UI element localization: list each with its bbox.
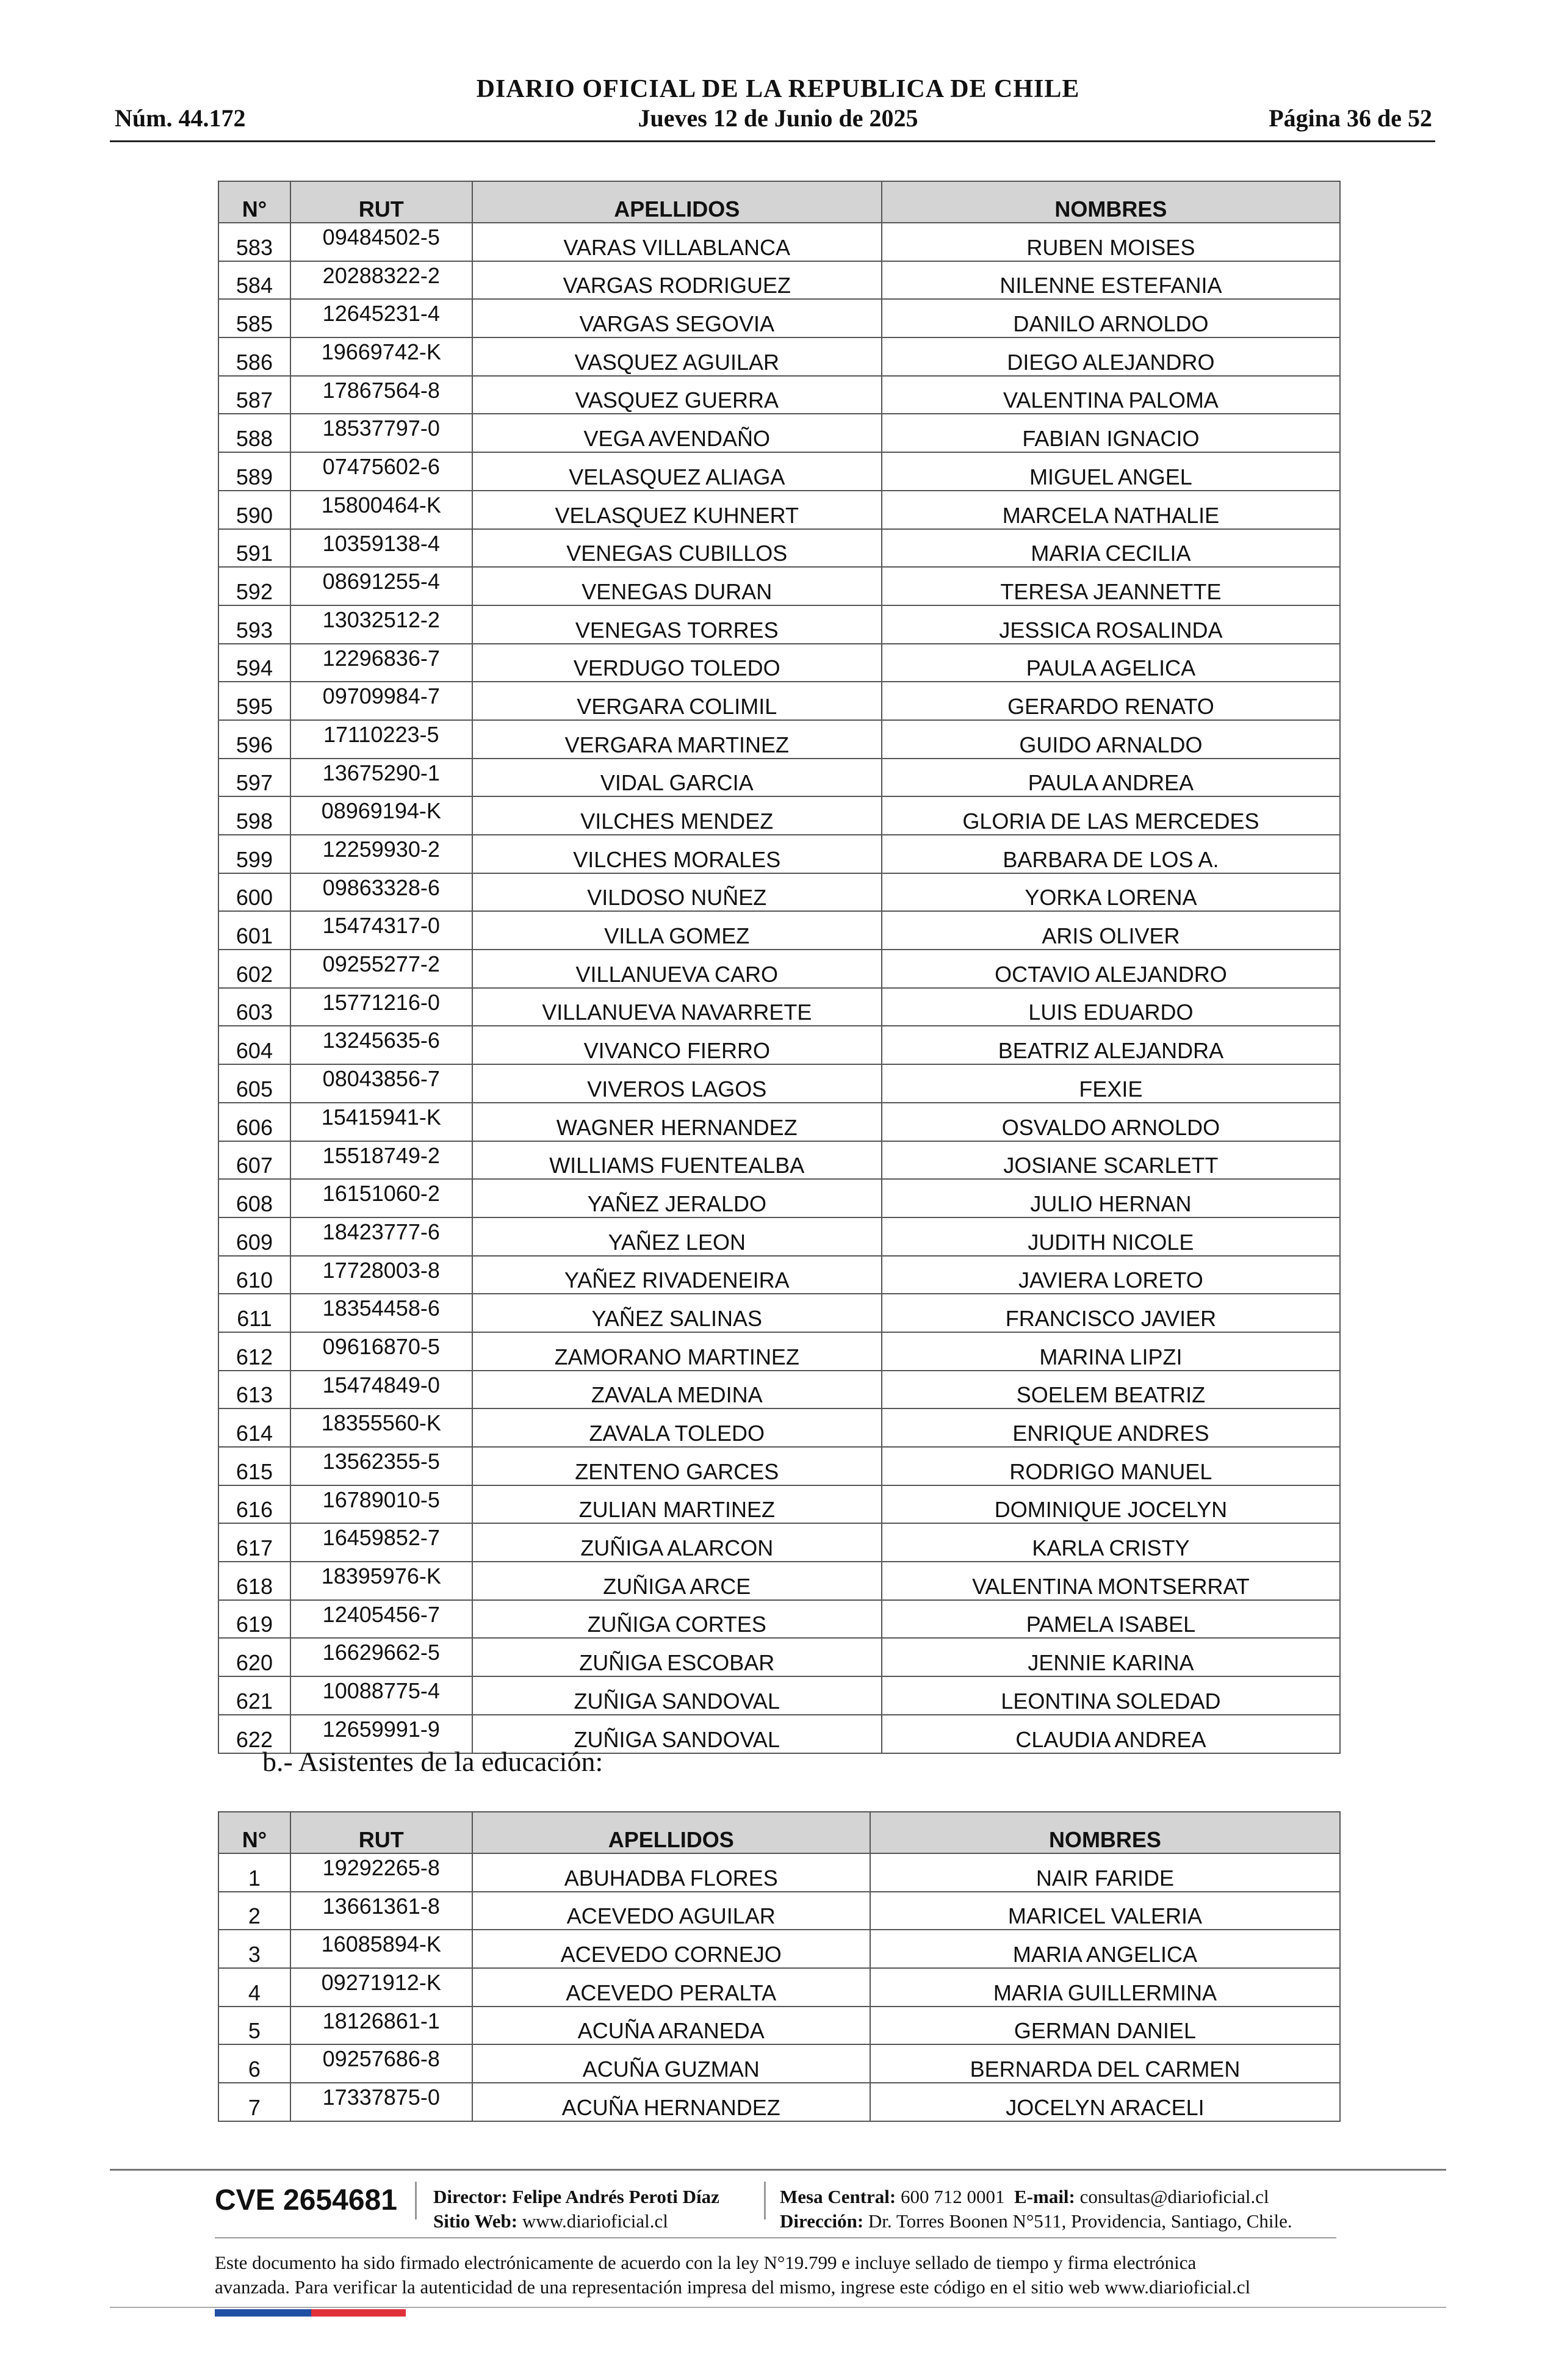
rut-cell: 12259930-2 bbox=[290, 835, 472, 873]
row-number: 599 bbox=[218, 835, 290, 873]
table-row bbox=[218, 605, 1340, 644]
table-row bbox=[218, 759, 1340, 797]
table-row bbox=[218, 644, 1340, 682]
rut-cell: 09616870-5 bbox=[290, 1332, 472, 1371]
footer-contact-block bbox=[780, 2185, 1292, 2234]
rut-cell: 12659991-9 bbox=[290, 1715, 472, 1753]
nombres-cell: GLORIA DE LAS MERCEDES bbox=[882, 796, 1340, 835]
nombres-cell: FEXIE bbox=[882, 1064, 1340, 1103]
table-row bbox=[218, 682, 1340, 720]
rut-cell: 13675290-1 bbox=[290, 759, 472, 797]
rut-cell: 17728003-8 bbox=[290, 1256, 472, 1294]
apellidos-cell: VERGARA COLIMIL bbox=[472, 682, 882, 720]
table-row bbox=[218, 1371, 1340, 1409]
issue-number: Núm. 44.172 bbox=[115, 104, 246, 132]
nombres-cell: KARLA CRISTY bbox=[882, 1523, 1340, 1562]
table-row bbox=[218, 337, 1340, 376]
nombres-cell: PAULA AGELICA bbox=[882, 644, 1340, 682]
address-value: Dr. Torres Boonen N°511, Providencia, Santiago, Chile. bbox=[868, 2210, 1292, 2232]
apellidos-cell: ACEVEDO CORNEJO bbox=[472, 1930, 870, 1968]
row-number: 619 bbox=[218, 1600, 290, 1639]
teachers-table bbox=[218, 181, 1341, 1754]
rut-cell: 13661361-8 bbox=[290, 1892, 472, 1930]
email-link[interactable]: consultas@diarioficial.cl bbox=[1079, 2186, 1269, 2207]
rut-cell: 09484502-5 bbox=[290, 223, 472, 261]
row-number: 610 bbox=[218, 1256, 290, 1294]
rut-cell: 17110223-5 bbox=[290, 720, 472, 759]
row-number: 605 bbox=[218, 1064, 290, 1103]
row-number: 587 bbox=[218, 376, 290, 414]
table-row bbox=[218, 261, 1340, 300]
table-row bbox=[218, 1676, 1340, 1715]
nombres-cell: TERESA JEANNETTE bbox=[882, 567, 1340, 605]
row-number: 622 bbox=[218, 1715, 290, 1753]
rut-cell: 19292265-8 bbox=[290, 1853, 472, 1892]
table-row bbox=[218, 1523, 1340, 1562]
apellidos-cell: YAÑEZ SALINAS bbox=[472, 1294, 882, 1332]
apellidos-cell: VARAS VILLABLANCA bbox=[472, 223, 882, 261]
apellidos-cell: YAÑEZ LEON bbox=[472, 1217, 882, 1256]
email-label: E-mail: bbox=[1014, 2186, 1075, 2207]
rut-cell: 09863328-6 bbox=[290, 873, 472, 912]
nombres-cell: ARIS OLIVER bbox=[882, 911, 1340, 950]
assistants-table bbox=[218, 1811, 1341, 2122]
apellidos-cell: VARGAS SEGOVIA bbox=[472, 299, 882, 337]
apellidos-cell: ACUÑA GUZMAN bbox=[472, 2044, 870, 2083]
nombres-cell: JULIO HERNAN bbox=[882, 1179, 1340, 1217]
col-header-nombres: NOMBRES bbox=[882, 181, 1340, 223]
row-number: 583 bbox=[218, 223, 290, 261]
rut-cell: 15800464-K bbox=[290, 491, 472, 529]
table-row bbox=[218, 911, 1340, 950]
nombres-cell: SOELEM BEATRIZ bbox=[882, 1371, 1340, 1409]
apellidos-cell: ACEVEDO AGUILAR bbox=[472, 1892, 870, 1930]
apellidos-cell: ZUÑIGA ARCE bbox=[472, 1562, 882, 1600]
nombres-cell: VALENTINA PALOMA bbox=[882, 376, 1340, 414]
issue-date: Jueves 12 de Junio de 2025 bbox=[638, 104, 918, 132]
rut-cell: 15518749-2 bbox=[290, 1141, 472, 1180]
table-row bbox=[218, 1064, 1340, 1103]
rut-cell: 13562355-5 bbox=[290, 1447, 472, 1485]
table-row bbox=[218, 529, 1340, 568]
table-row bbox=[218, 223, 1340, 261]
row-number: 592 bbox=[218, 567, 290, 605]
nombres-cell: OSVALDO ARNOLDO bbox=[882, 1103, 1340, 1141]
rut-cell: 18355560-K bbox=[290, 1408, 472, 1447]
nombres-cell: JESSICA ROSALINDA bbox=[882, 605, 1340, 644]
table-row bbox=[218, 299, 1340, 337]
director-name: Felipe Andrés Peroti Díaz bbox=[512, 2186, 719, 2207]
rut-cell: 15771216-0 bbox=[290, 988, 472, 1026]
rut-cell: 08043856-7 bbox=[290, 1064, 472, 1103]
apellidos-cell: VELASQUEZ KUHNERT bbox=[472, 491, 882, 529]
col-header-nombres: NOMBRES bbox=[870, 1812, 1340, 1853]
table-row bbox=[218, 567, 1340, 605]
footer-separator bbox=[415, 2182, 417, 2220]
row-number: 598 bbox=[218, 796, 290, 835]
col-header-rut: RUT bbox=[290, 1812, 472, 1853]
apellidos-cell: VILDOSO NUÑEZ bbox=[472, 873, 882, 912]
table-header-row bbox=[218, 1812, 1340, 1853]
rut-cell: 09257686-8 bbox=[290, 2044, 472, 2083]
table-row bbox=[218, 1485, 1340, 1524]
rut-cell: 20288322-2 bbox=[290, 261, 472, 300]
website-label: Sitio Web: bbox=[433, 2210, 518, 2232]
row-number: 590 bbox=[218, 491, 290, 529]
apellidos-cell: ZULIAN MARTINEZ bbox=[472, 1485, 882, 1524]
row-number: 620 bbox=[218, 1638, 290, 1676]
nombres-cell: MARIA GUILLERMINA bbox=[870, 1968, 1340, 2007]
nombres-cell: RUBEN MOISES bbox=[882, 223, 1340, 261]
row-number: 3 bbox=[218, 1930, 290, 1968]
row-number: 584 bbox=[218, 261, 290, 300]
mesa-label: Mesa Central: bbox=[780, 2186, 896, 2207]
rut-cell: 17337875-0 bbox=[290, 2083, 472, 2121]
apellidos-cell: VILLANUEVA CARO bbox=[472, 950, 882, 988]
nombres-cell: PAULA ANDREA bbox=[882, 759, 1340, 797]
row-number: 618 bbox=[218, 1562, 290, 1600]
apellidos-cell: YAÑEZ RIVADENEIRA bbox=[472, 1256, 882, 1294]
nombres-cell: GUIDO ARNALDO bbox=[882, 720, 1340, 759]
nombres-cell: JOSIANE SCARLETT bbox=[882, 1141, 1340, 1180]
row-number: 609 bbox=[218, 1217, 290, 1256]
row-number: 586 bbox=[218, 337, 290, 376]
address-label: Dirección: bbox=[780, 2210, 864, 2232]
apellidos-cell: VILLANUEVA NAVARRETE bbox=[472, 988, 882, 1026]
apellidos-cell: VEGA AVENDAÑO bbox=[472, 414, 882, 452]
nombres-cell: DANILO ARNOLDO bbox=[882, 299, 1340, 337]
nombres-cell: NILENNE ESTEFANIA bbox=[882, 261, 1340, 300]
table-row bbox=[218, 1638, 1340, 1676]
row-number: 4 bbox=[218, 1968, 290, 2007]
apellidos-cell: ACUÑA ARANEDA bbox=[472, 2007, 870, 2045]
table-row bbox=[218, 950, 1340, 988]
footer-divider-2 bbox=[215, 2237, 1336, 2238]
apellidos-cell: YAÑEZ JERALDO bbox=[472, 1179, 882, 1217]
table-row bbox=[218, 1447, 1340, 1485]
nombres-cell: DOMINIQUE JOCELYN bbox=[882, 1485, 1340, 1524]
website-link[interactable]: www.diarioficial.cl bbox=[522, 2210, 668, 2232]
row-number: 2 bbox=[218, 1892, 290, 1930]
apellidos-cell: ACUÑA HERNANDEZ bbox=[472, 2083, 870, 2121]
legal-notice bbox=[215, 2251, 1374, 2299]
nombres-cell: ENRIQUE ANDRES bbox=[882, 1408, 1340, 1447]
nombres-cell: GERARDO RENATO bbox=[882, 682, 1340, 720]
nombres-cell: YORKA LORENA bbox=[882, 873, 1340, 912]
rut-cell: 13245635-6 bbox=[290, 1026, 472, 1064]
apellidos-cell: ZUÑIGA CORTES bbox=[472, 1600, 882, 1639]
rut-cell: 16789010-5 bbox=[290, 1485, 472, 1524]
nombres-cell: BEATRIZ ALEJANDRA bbox=[882, 1026, 1340, 1064]
nombres-cell: MARICEL VALERIA bbox=[870, 1892, 1340, 1930]
apellidos-cell: VIVEROS LAGOS bbox=[472, 1064, 882, 1103]
apellidos-cell: ZENTENO GARCES bbox=[472, 1447, 882, 1485]
table-row bbox=[218, 1179, 1340, 1217]
row-number: 588 bbox=[218, 414, 290, 452]
rut-cell: 16151060-2 bbox=[290, 1179, 472, 1217]
row-number: 5 bbox=[218, 2007, 290, 2045]
col-header-number: N° bbox=[218, 1812, 290, 1853]
apellidos-cell: ZAMORANO MARTINEZ bbox=[472, 1332, 882, 1371]
footer-director-block bbox=[433, 2185, 719, 2234]
flag-stripe-red bbox=[311, 2309, 406, 2317]
col-header-apellidos: APELLIDOS bbox=[472, 1812, 870, 1853]
table-row bbox=[218, 1892, 1340, 1930]
table-row bbox=[218, 414, 1340, 452]
apellidos-cell: VERDUGO TOLEDO bbox=[472, 644, 882, 682]
apellidos-cell: VILCHES MENDEZ bbox=[472, 796, 882, 835]
nombres-cell: GERMAN DANIEL bbox=[870, 2007, 1340, 2045]
row-number: 616 bbox=[218, 1485, 290, 1524]
nombres-cell: OCTAVIO ALEJANDRO bbox=[882, 950, 1340, 988]
nombres-cell: MARIA CECILIA bbox=[882, 529, 1340, 568]
table-row bbox=[218, 2044, 1340, 2083]
table-row bbox=[218, 1026, 1340, 1064]
section-heading: b.- Asistentes de la educación: bbox=[262, 1746, 603, 1777]
apellidos-cell: VILLA GOMEZ bbox=[472, 911, 882, 950]
rut-cell: 17867564-8 bbox=[290, 376, 472, 414]
row-number: 589 bbox=[218, 452, 290, 491]
apellidos-cell: VENEGAS CUBILLOS bbox=[472, 529, 882, 568]
legal-line: avanzada. Para verificar la autenticidad de una representación impresa del mismo, ingrese este código en el sitio web www.diarioficial.cl bbox=[215, 2276, 1251, 2298]
table-header-row bbox=[218, 181, 1340, 223]
table-row bbox=[218, 835, 1340, 873]
nombres-cell: NAIR FARIDE bbox=[870, 1853, 1340, 1892]
table-row bbox=[218, 1256, 1340, 1294]
row-number: 1 bbox=[218, 1853, 290, 1892]
row-number: 603 bbox=[218, 988, 290, 1026]
row-number: 608 bbox=[218, 1179, 290, 1217]
apellidos-cell: ZAVALA MEDINA bbox=[472, 1371, 882, 1409]
rut-cell: 16629662-5 bbox=[290, 1638, 472, 1676]
row-number: 585 bbox=[218, 299, 290, 337]
table-row bbox=[218, 1141, 1340, 1180]
table-row bbox=[218, 376, 1340, 414]
rut-cell: 09271912-K bbox=[290, 1968, 472, 2007]
footer-divider-3 bbox=[110, 2307, 1446, 2308]
publication-title: DIARIO OFICIAL DE LA REPUBLICA DE CHILE bbox=[476, 75, 1080, 103]
rut-cell: 18126861-1 bbox=[290, 2007, 472, 2045]
table-row bbox=[218, 1332, 1340, 1371]
table-row bbox=[218, 1103, 1340, 1141]
apellidos-cell: VIDAL GARCIA bbox=[472, 759, 882, 797]
apellidos-cell: ZUÑIGA SANDOVAL bbox=[472, 1715, 882, 1753]
apellidos-cell: ZAVALA TOLEDO bbox=[472, 1408, 882, 1447]
apellidos-cell: VARGAS RODRIGUEZ bbox=[472, 261, 882, 300]
row-number: 595 bbox=[218, 682, 290, 720]
rut-cell: 18395976-K bbox=[290, 1562, 472, 1600]
rut-cell: 18354458-6 bbox=[290, 1294, 472, 1332]
rut-cell: 10359138-4 bbox=[290, 529, 472, 568]
legal-line: Este documento ha sido firmado electrónicamente de acuerdo con la ley N°19.799 e incluye sellado de tiempo y firma electrónica bbox=[215, 2252, 1197, 2273]
row-number: 7 bbox=[218, 2083, 290, 2121]
rut-cell: 08969194-K bbox=[290, 796, 472, 835]
row-number: 612 bbox=[218, 1332, 290, 1371]
nombres-cell: VALENTINA MONTSERRAT bbox=[882, 1562, 1340, 1600]
nombres-cell: RODRIGO MANUEL bbox=[882, 1447, 1340, 1485]
row-number: 611 bbox=[218, 1294, 290, 1332]
table-row bbox=[218, 2007, 1340, 2045]
col-header-apellidos: APELLIDOS bbox=[472, 181, 882, 223]
apellidos-cell: ZUÑIGA ESCOBAR bbox=[472, 1638, 882, 1676]
table-row bbox=[218, 873, 1340, 912]
table-row bbox=[218, 1853, 1340, 1892]
flag-stripe-blue bbox=[215, 2309, 311, 2317]
row-number: 6 bbox=[218, 2044, 290, 2083]
nombres-cell: MARIA ANGELICA bbox=[870, 1930, 1340, 1968]
apellidos-cell: WAGNER HERNANDEZ bbox=[472, 1103, 882, 1141]
mesa-phone: 600 712 0001 bbox=[901, 2186, 1005, 2207]
table-row bbox=[218, 988, 1340, 1026]
nombres-cell: LUIS EDUARDO bbox=[882, 988, 1340, 1026]
row-number: 615 bbox=[218, 1447, 290, 1485]
apellidos-cell: ZUÑIGA ALARCON bbox=[472, 1523, 882, 1562]
table-row bbox=[218, 720, 1340, 759]
table-row bbox=[218, 452, 1340, 491]
rut-cell: 15474317-0 bbox=[290, 911, 472, 950]
rut-cell: 12296836-7 bbox=[290, 644, 472, 682]
table-row bbox=[218, 1562, 1340, 1600]
rut-cell: 07475602-6 bbox=[290, 452, 472, 491]
table-row bbox=[218, 796, 1340, 835]
col-header-number: N° bbox=[218, 181, 290, 223]
rut-cell: 10088775-4 bbox=[290, 1676, 472, 1715]
row-number: 604 bbox=[218, 1026, 290, 1064]
rut-cell: 16085894-K bbox=[290, 1930, 472, 1968]
apellidos-cell: VENEGAS TORRES bbox=[472, 605, 882, 644]
footer-divider bbox=[110, 2169, 1446, 2171]
table-row bbox=[218, 1968, 1340, 2007]
nombres-cell: LEONTINA SOLEDAD bbox=[882, 1676, 1340, 1715]
header-divider bbox=[110, 140, 1435, 142]
row-number: 617 bbox=[218, 1523, 290, 1562]
row-number: 601 bbox=[218, 911, 290, 950]
row-number: 600 bbox=[218, 873, 290, 912]
rut-cell: 15474849-0 bbox=[290, 1371, 472, 1409]
nombres-cell: PAMELA ISABEL bbox=[882, 1600, 1340, 1639]
director-label: Director: bbox=[433, 2186, 508, 2207]
nombres-cell: MARCELA NATHALIE bbox=[882, 491, 1340, 529]
table-row bbox=[218, 2083, 1340, 2121]
nombres-cell: MIGUEL ANGEL bbox=[882, 452, 1340, 491]
row-number: 597 bbox=[218, 759, 290, 797]
nombres-cell: JAVIERA LORETO bbox=[882, 1256, 1340, 1294]
rut-cell: 13032512-2 bbox=[290, 605, 472, 644]
rut-cell: 19669742-K bbox=[290, 337, 472, 376]
nombres-cell: MARINA LIPZI bbox=[882, 1332, 1340, 1371]
table-row bbox=[218, 1930, 1340, 1968]
row-number: 591 bbox=[218, 529, 290, 568]
apellidos-cell: ACEVEDO PERALTA bbox=[472, 1968, 870, 2007]
rut-cell: 08691255-4 bbox=[290, 567, 472, 605]
nombres-cell: JOCELYN ARACELI bbox=[870, 2083, 1340, 2121]
cve-code: CVE 2654681 bbox=[215, 2184, 397, 2216]
row-number: 614 bbox=[218, 1408, 290, 1447]
col-header-rut: RUT bbox=[290, 181, 472, 223]
apellidos-cell: ABUHADBA FLORES bbox=[472, 1853, 870, 1892]
apellidos-cell: ZUÑIGA SANDOVAL bbox=[472, 1676, 882, 1715]
row-number: 607 bbox=[218, 1141, 290, 1180]
apellidos-cell: VASQUEZ GUERRA bbox=[472, 376, 882, 414]
nombres-cell: JUDITH NICOLE bbox=[882, 1217, 1340, 1256]
row-number: 596 bbox=[218, 720, 290, 759]
apellidos-cell: WILLIAMS FUENTEALBA bbox=[472, 1141, 882, 1180]
apellidos-cell: VERGARA MARTINEZ bbox=[472, 720, 882, 759]
table-row bbox=[218, 491, 1340, 529]
row-number: 602 bbox=[218, 950, 290, 988]
apellidos-cell: VASQUEZ AGUILAR bbox=[472, 337, 882, 376]
row-number: 593 bbox=[218, 605, 290, 644]
table-row bbox=[218, 1294, 1340, 1332]
apellidos-cell: VENEGAS DURAN bbox=[472, 567, 882, 605]
rut-cell: 16459852-7 bbox=[290, 1523, 472, 1562]
row-number: 621 bbox=[218, 1676, 290, 1715]
rut-cell: 09709984-7 bbox=[290, 682, 472, 720]
rut-cell: 15415941-K bbox=[290, 1103, 472, 1141]
nombres-cell: FABIAN IGNACIO bbox=[882, 414, 1340, 452]
apellidos-cell: VILCHES MORALES bbox=[472, 835, 882, 873]
row-number: 613 bbox=[218, 1371, 290, 1409]
table-row bbox=[218, 1217, 1340, 1256]
nombres-cell: FRANCISCO JAVIER bbox=[882, 1294, 1340, 1332]
apellidos-cell: VELASQUEZ ALIAGA bbox=[472, 452, 882, 491]
table-row bbox=[218, 1408, 1340, 1447]
table-row bbox=[218, 1600, 1340, 1639]
apellidos-cell: VIVANCO FIERRO bbox=[472, 1026, 882, 1064]
nombres-cell: BARBARA DE LOS A. bbox=[882, 835, 1340, 873]
nombres-cell: DIEGO ALEJANDRO bbox=[882, 337, 1340, 376]
rut-cell: 12645231-4 bbox=[290, 299, 472, 337]
nombres-cell: BERNARDA DEL CARMEN bbox=[870, 2044, 1340, 2083]
rut-cell: 09255277-2 bbox=[290, 950, 472, 988]
nombres-cell: JENNIE KARINA bbox=[882, 1638, 1340, 1676]
row-number: 594 bbox=[218, 644, 290, 682]
rut-cell: 12405456-7 bbox=[290, 1600, 472, 1639]
rut-cell: 18423777-6 bbox=[290, 1217, 472, 1256]
page-indicator: Página 36 de 52 bbox=[1269, 104, 1432, 132]
rut-cell: 18537797-0 bbox=[290, 414, 472, 452]
row-number: 606 bbox=[218, 1103, 290, 1141]
nombres-cell: CLAUDIA ANDREA bbox=[882, 1715, 1340, 1753]
footer-separator bbox=[764, 2182, 766, 2220]
